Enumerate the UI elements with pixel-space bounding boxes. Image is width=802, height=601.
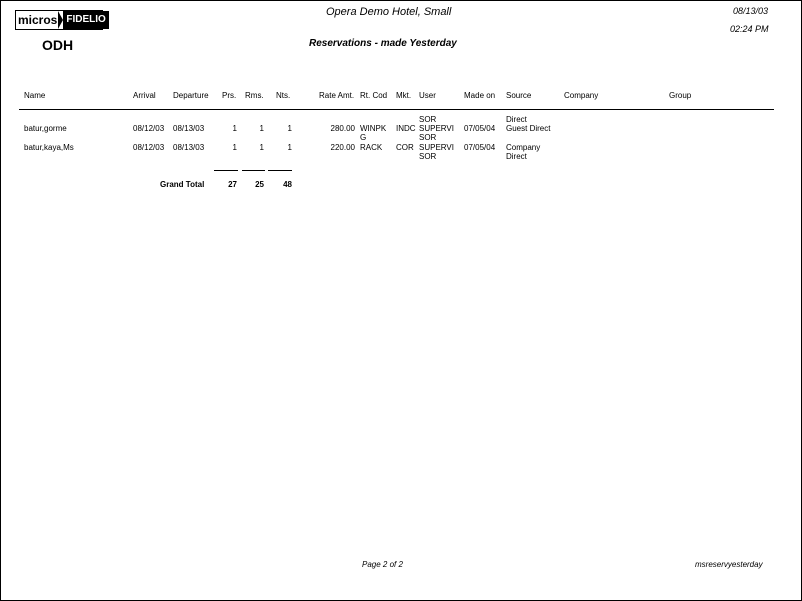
row1-made-on: 07/05/04 [464, 124, 496, 133]
row1-nts: 1 [287, 124, 292, 133]
row2-user-cont: SOR [419, 152, 437, 161]
col-header-group: Group [669, 91, 692, 100]
row1-rt-cod-cont: G [360, 133, 367, 142]
rms-total-rule [242, 170, 265, 171]
row1-user-cont: SOR [419, 133, 437, 142]
row1-mkt: INDC [396, 124, 416, 133]
col-header-rms: Rms. [245, 91, 264, 100]
grand-total-rms: 25 [255, 180, 264, 189]
col-header-arrival: Arrival [133, 91, 156, 100]
row2-rate-amt: 220.00 [330, 143, 355, 152]
row1-rt-cod: WINPK [360, 124, 387, 133]
row1-user: SUPERVI [419, 124, 454, 133]
report-date: 08/13/03 [733, 6, 769, 16]
col-header-name: Name [24, 91, 46, 100]
col-header-made-on: Made on [464, 91, 496, 100]
row1-rms: 1 [259, 124, 264, 133]
hotel-name: Opera Demo Hotel, Small [326, 6, 452, 18]
grand-total-label: Grand Total [160, 180, 205, 189]
col-header-departure: Departure [173, 91, 209, 100]
grand-total-nts: 48 [283, 180, 292, 189]
row2-nts: 1 [287, 143, 292, 152]
row2-user: SUPERVI [419, 143, 454, 152]
col-header-rate-amt: Rate Amt. [319, 91, 355, 100]
page-number: Page 2 of 2 [362, 560, 403, 569]
row2-source: Company [506, 143, 541, 152]
col-header-rt-cod: Rt. Cod [360, 91, 388, 100]
row2-rt-cod: RACK [360, 143, 383, 152]
logo-fidelio-text: FIDELIO [63, 11, 108, 29]
nts-total-rule [268, 170, 292, 171]
row1-departure: 08/13/03 [173, 124, 205, 133]
report-time: 02:24 PM [730, 24, 769, 34]
row1-source-prefix: Direct [506, 115, 527, 124]
row1-name: batur,gorme [24, 124, 67, 133]
row1-prs: 1 [232, 124, 237, 133]
row2-source-cont: Direct [506, 152, 527, 161]
property-code: ODH [42, 37, 74, 53]
micros-fidelio-logo [15, 10, 106, 30]
row1-user-prefix: SOR [419, 115, 437, 124]
report-name: msreservyesterday [695, 560, 763, 569]
report-title: Reservations - made Yesterday [309, 38, 457, 49]
row2-prs: 1 [232, 143, 237, 152]
col-header-prs: Prs. [222, 91, 237, 100]
col-header-nts: Nts. [276, 91, 291, 100]
row2-made-on: 07/05/04 [464, 143, 496, 152]
prs-total-rule [214, 170, 238, 171]
row2-rms: 1 [259, 143, 264, 152]
col-header-user: User [419, 91, 436, 100]
row1-rate-amt: 280.00 [330, 124, 355, 133]
row2-arrival: 08/12/03 [133, 143, 165, 152]
col-header-company: Company [564, 91, 599, 100]
row2-departure: 08/13/03 [173, 143, 205, 152]
col-header-source: Source [506, 91, 532, 100]
header-divider [19, 109, 774, 110]
logo-micros-text: micros [18, 13, 58, 27]
row2-name: batur,kaya,Ms [24, 143, 74, 152]
row2-mkt: COR [396, 143, 414, 152]
col-header-mkt: Mkt. [396, 91, 412, 100]
row1-arrival: 08/12/03 [133, 124, 165, 133]
grand-total-prs: 27 [228, 180, 237, 189]
row1-source: Guest Direct [506, 124, 551, 133]
